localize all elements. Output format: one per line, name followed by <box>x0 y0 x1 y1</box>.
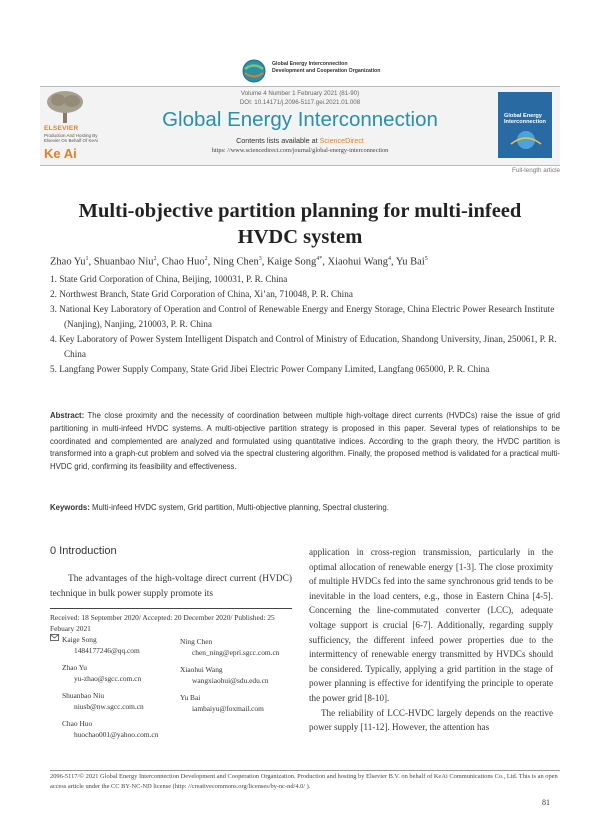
sciencedirect-link[interactable]: ScienceDirect <box>319 136 364 145</box>
author-affiliation-mark: 2 <box>204 256 208 262</box>
journal-title: Global Energy Interconnection <box>162 108 438 131</box>
author-affiliation-mark: 4* <box>316 256 323 262</box>
author-name: Kaige Song <box>266 256 317 268</box>
volume-line: Volume 4 Number 1 February 2021 (81-90) <box>240 90 360 97</box>
contact-entry <box>62 690 172 712</box>
mail-icon <box>50 634 59 641</box>
org-name: Global Energy Interconnection Development and Cooperation Organization <box>272 61 381 74</box>
contact-email[interactable]: wangxiaohui@sdu.edu.cn <box>192 676 269 685</box>
right-paragraph-1: application in cross-region transmission, particularly in the optimal allocation of renewable energy [1-3]. The close proximity of multiple HVDCs fed into the same synchronous grid tends to be inevitable in the load centers, e.g., those in Eastern China [4-5]. Concerning the line-commutated converter (LCC), adequate voltage support is crucial [6-7]. Additionally, regarding supply sufficiency, the different infeed power properties due to the intermittency of renewable energy transmitted by HVDCs should be considered. Typically, applying a grid partition in the stage of power planning is effective for identifying the principle to operate the power grid [8-10]. <box>309 547 553 703</box>
affiliation-list <box>50 272 560 377</box>
affiliation-item: 4. Key Laboratory of Power System Intelligent Dispatch and Control of Ministry of Education, Shandong University, Jinan, 250061, P. R. China <box>50 334 557 359</box>
footer-rule <box>50 770 560 771</box>
contact-email[interactable]: iambaiyu@foxmail.com <box>192 704 264 713</box>
globe-logo-icon <box>241 58 267 84</box>
keai-logo: Ke Ai <box>44 146 77 161</box>
contact-entry <box>180 664 300 686</box>
page-number: 81 <box>542 798 550 807</box>
author-list: Zhao Yu$^1$, Shuanbao Niu$^2$, Chao Huo$^2$, Ning Chen$^3$, Kaige Song$^{4*}$, Xiaohui Wang$^4$, Yu Bai$^5$ <box>50 256 428 268</box>
author-name: Zhao Yu <box>50 256 86 268</box>
author-name: Chao Huo <box>161 256 205 268</box>
right-column <box>309 545 553 735</box>
paper-title: Multi-objective partition planning for multi-infeed HVDC system <box>78 200 522 248</box>
author-name: Shuanbao Niu <box>93 256 154 268</box>
keywords: Keywords: Multi-infeed HVDC system, Grid partition, Multi-objective planning, Spectral clustering. <box>50 503 389 512</box>
contacts-left <box>62 634 172 746</box>
contact-entry <box>62 718 172 740</box>
contact-email[interactable]: huochao001@yahoo.com.cn <box>74 730 159 739</box>
cover-title: Global Energy Interconnection <box>504 113 546 126</box>
section-heading: 0 Introduction <box>50 545 117 557</box>
contact-name: Shuanbao Niu <box>62 691 105 700</box>
affiliation-item: 2. Northwest Branch, State Grid Corporation of China, Xi’an, 710048, P. R. China <box>50 289 353 299</box>
contact-name: Xiaohui Wang <box>180 665 223 674</box>
license-text: 2096-5117/© 2021 Global Energy Interconnection Development and Cooperation Organization. Production and hosting by Elsevier B.V. on behalf of KeAi Communications Co., Ltd. This is an open access article under the CC BY-NC-ND license (http: //creativecommons.org/licenses/by-nc-nd/4.0/ ). <box>50 773 558 790</box>
received-dates: Received: 18 September 2020/ Accepted: 20 December 2020/ Published: 25 Febuary 2021 <box>50 613 275 633</box>
doi-link[interactable]: DOI: 10.14171/j.2096-5117.gei.2021.01.008 <box>239 99 361 106</box>
author-affiliation-mark: 5 <box>424 256 428 262</box>
contacts-right <box>180 636 300 720</box>
contact-name: Ning Chen <box>180 637 213 646</box>
contact-entry <box>180 636 300 658</box>
abstract: Abstract: The close proximity and the necessity of coordination between multiple high-voltage direct currents (HVDCs) raise the issue of grid partitioning in multi-infeed HVDC systems. A multi-objective partition strategy is proposed in this paper. Several types of relationships to be coordinated and complemented are analyzed and formulated using quantitative indices. According to the graph theory, the HVDC partition is transformed into a graph-cut problem and solved via the spectral clustering algorithm. Finally, the proposed method is validated for a practical multi-HVDC grid, confirming its feasibility and effectiveness. <box>50 411 560 472</box>
contact-name: Chao Huo <box>62 719 93 728</box>
author-name: Ning Chen <box>212 256 259 268</box>
affiliation-item: 1. State Grid Corporation of China, Beijing, 100031, P. R. China <box>50 274 288 284</box>
journal-url[interactable]: https: //www.sciencedirect.com/journal/global-energy-interconnection <box>211 147 389 154</box>
publisher-name: ELSEVIER <box>44 125 79 132</box>
contact-entry <box>180 692 300 714</box>
intro-paragraph: The advantages of the high-voltage direct current (HVDC) technique in bulk power supply promote its <box>50 574 292 599</box>
article-type: Full-length article <box>512 167 560 174</box>
contact-name: Zhao Yu <box>62 663 87 672</box>
right-paragraph-2: The reliability of LCC-HVDC largely depends on the reactive power supply [11-12]. However, the attention has <box>309 707 553 733</box>
contents-line: Contents lists available at ScienceDirect <box>236 136 364 145</box>
contact-name: Kaige Song <box>62 635 97 644</box>
cover-art-icon <box>505 130 547 150</box>
contact-email[interactable]: niusb@nw.sgcc.com.cn <box>74 702 144 711</box>
author-name: Yu Bai <box>395 256 425 268</box>
publisher-subtitle: Production And Hosting By Elsevier On Behalf Of KeAi <box>44 133 99 144</box>
affiliation-item: 3. National Key Laboratory of Operation and Control of Renewable Energy and Energy Storage, China Electric Power Research Institute (Nanjing), Nanjing, 210003, P. R. China <box>50 304 555 329</box>
author-affiliation-mark: 3 <box>258 256 262 262</box>
author-name: Xiaohui Wang <box>327 256 388 268</box>
contact-email[interactable]: 1484177246@qq.com <box>74 646 140 655</box>
author-affiliation-mark: 1 <box>85 256 89 262</box>
affiliation-item: 5. Langfang Power Supply Company, State Grid Jibei Electric Power Company Limited, Langfang 065000, P. R. China <box>50 364 490 374</box>
contact-email[interactable]: yu-zhao@sgcc.com.cn <box>74 674 142 683</box>
contact-name: Yu Bai <box>180 693 201 702</box>
footnote-rule <box>50 608 292 609</box>
contact-entry <box>62 662 172 684</box>
author-affiliation-mark: 2 <box>153 256 157 262</box>
contact-email[interactable]: chen_ning@epri.sgcc.com.cn <box>192 648 280 657</box>
contact-entry <box>62 634 172 656</box>
author-affiliation-mark: 4 <box>388 256 391 262</box>
